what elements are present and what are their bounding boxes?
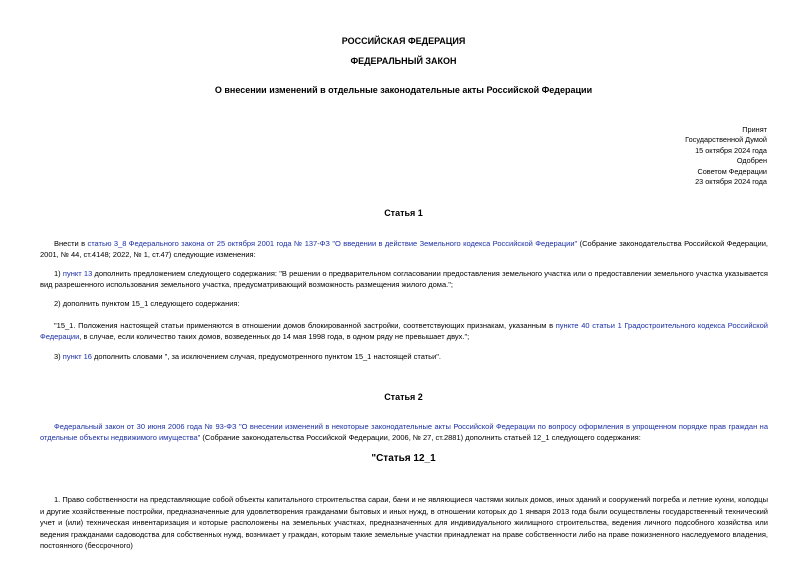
country-heading: РОССИЙСКАЯ ФЕДЕРАЦИЯ	[341, 36, 466, 46]
adoption-line: Одобрен	[736, 156, 767, 166]
text-run: дополнить предложением следующего содержания: "В решении о предварительном согласовании предоставления земельного участка или о предоставлении земельного участка указывается вид разрешенного использования земельного участка, предусматривающий возможность размещения жилого дома.";	[40, 269, 768, 289]
adoption-line: Принят	[742, 125, 767, 134]
text-run: , в случае, если количество таких домов, возведенных до 14 мая 1998 года, в одном ряду не превышает двух.";	[79, 332, 470, 341]
article-1-item-3	[40, 351, 768, 362]
law-type-heading: ФЕДЕРАЛЬНЫЙ ЗАКОН	[350, 56, 457, 66]
text-run: (Собрание законодательства Российской Федерации, 2006, № 27, ст.2881) дополнить статьей 12_1 следующего содержания:	[200, 433, 641, 442]
text-run: Внести в	[54, 239, 88, 248]
law-137-fz-link[interactable]: статью 3_8 Федерального закона от 25 октября 2001 года № 137-ФЗ "О введении в действие Земельного кодекса Российской Федерации"	[87, 239, 578, 248]
urban-code-link[interactable]: пункте 40 статьи 1 Градостроительного кодекса Российской Федерации	[40, 321, 769, 341]
article-1-item-1	[40, 268, 768, 290]
article-12-1-heading: "Статья 12_1	[371, 453, 436, 464]
adoption-line: Советом Федерации	[697, 166, 767, 176]
text-run: (Собрание законодательства Российской Федерации, 2001, № 44, ст.4148; 2022, № 1, ст.47) следующие изменения:	[40, 239, 769, 259]
article-1-quote	[40, 320, 768, 342]
article-2-heading: Статья 2	[384, 392, 423, 402]
text-run: дополнить словами ", за исключением случая, предусмотренного пунктом 15_1 настоящей статьи".	[91, 352, 441, 361]
adoption-block	[685, 125, 767, 187]
article-1-intro	[40, 238, 768, 260]
point-13-link[interactable]: пункт 13	[62, 269, 93, 278]
law-93-fz-link[interactable]: Федеральный закон от 30 июня 2006 года № 93-ФЗ "О внесении изменений в некоторые законодательные акты Российской Федерации по вопросу оформления в упрощенном порядке прав граждан на отдельные объекты недвижимого имущества"	[40, 422, 768, 442]
point-16-link[interactable]: пункт 16	[62, 352, 92, 361]
adoption-line: Государственной Думой	[685, 135, 767, 145]
text-run: 3)	[54, 352, 63, 361]
text-run: 1)	[54, 269, 63, 278]
text-run: "15_1. Положения настоящей статьи применяются в отношении домов блокированной застройки, соответствующих признакам, указанным в	[54, 321, 556, 330]
adoption-line: 15 октября 2024 года	[695, 145, 767, 155]
article-12-1-paragraph-1: 1. Право собственности на представляющие собой объекты капитального строительства сараи, бани и не являющиеся частями жилых домов, иных зданий и сооружений погреба и летние кухни, колодцы и другие хозяйственные постройки, предназначенные для удовлетворения гражданами бытовых и иных нужд, в отношении которых до 1 января 2013 года были осуществлены государственный технический учет и (или) техническая инвентаризация и которые расположены на земельных участках, предназначенных для индивидуального жилищного строительства, ведения личного подсобного хозяйства или ведения гражданами садоводства для собственных нужд, возникает у граждан, которым такие земельные участки принадлежат на праве собственности либо на праве пожизненного наследуемого владения, постоянного (бессрочного)	[40, 495, 768, 551]
adoption-line: 23 октября 2024 года	[695, 177, 767, 187]
article-1-heading: Статья 1	[384, 208, 423, 218]
law-title: О внесении изменений в отдельные законодательные акты Российской Федерации	[214, 85, 593, 95]
article-2-intro	[40, 421, 768, 443]
article-1-item-2: 2) дополнить пунктом 15_1 следующего содержания:	[54, 299, 240, 308]
